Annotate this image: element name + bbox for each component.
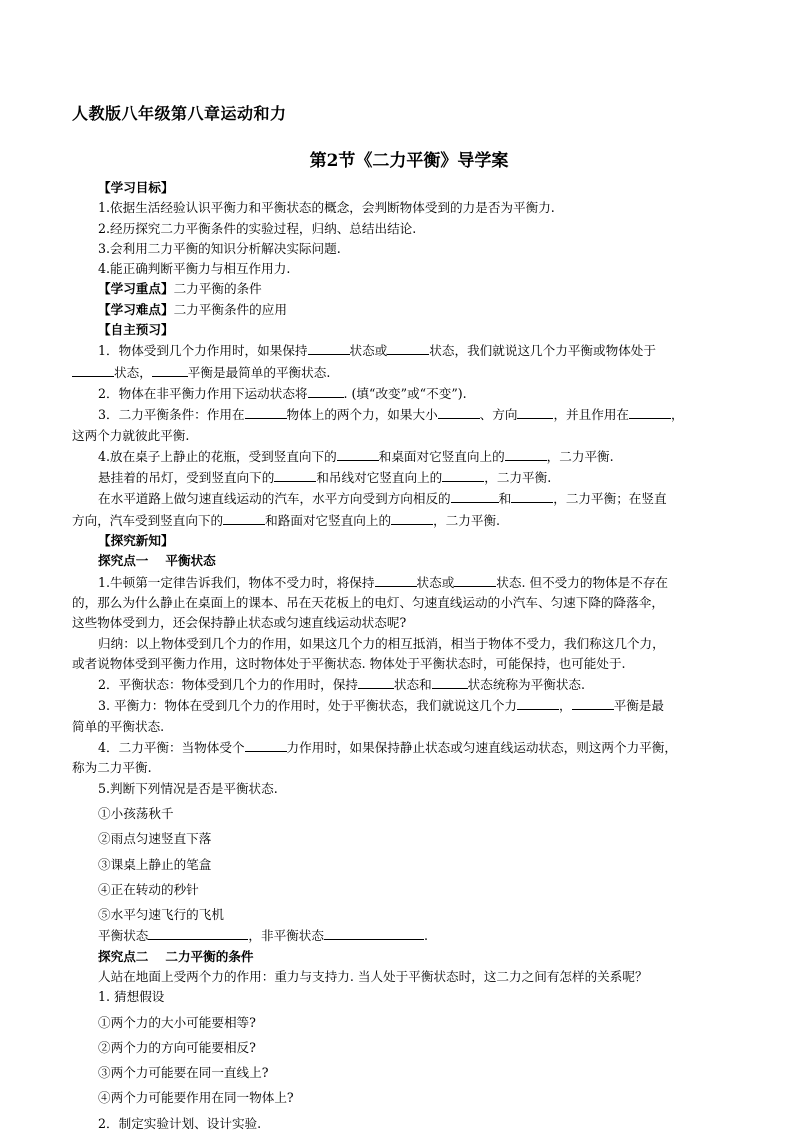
text: 2．物体在非平衡力作用下运动状态将 — [98, 385, 308, 401]
answer-blank[interactable] — [511, 488, 553, 503]
text: 1.牛顿第一定律告诉我们，物体不受力时，将保持 — [98, 574, 375, 590]
case-item: ②雨点匀速竖直下落 — [98, 831, 212, 847]
objectives-heading: 【学习目标】 — [98, 180, 174, 195]
text: 4．二力平衡：当物体受个 — [98, 740, 245, 756]
text: 状态和 — [393, 677, 432, 693]
text: 3. 平衡力：物体在受到几个力的作用时，处于平衡状态，我们就说这几个力 — [98, 698, 518, 714]
section-title: 第2节《二力平衡》导学案 — [309, 151, 509, 171]
answer-blank[interactable] — [245, 737, 287, 752]
difficulty-line — [72, 300, 732, 320]
guess-item: ③两个力可能要在同一直线上? — [98, 1065, 269, 1081]
answer-blank[interactable] — [387, 340, 429, 355]
point1-p3-cont: 简单的平衡状态. — [72, 718, 165, 734]
point1-p1-cont: 的，那么为什么静止在桌面上的课本、吊在天花板上的电灯、匀速直线运动的小汽车、匀速下降的降落伞， — [72, 594, 664, 610]
text: 方向，汽车受到竖直向下的 — [72, 512, 224, 528]
focus-text: 二力平衡的条件 — [173, 281, 262, 297]
answer-blank[interactable] — [629, 404, 671, 419]
objective-item: 2.经历探究二力平衡条件的实验过程，归纳、总结出结论. — [98, 220, 417, 236]
objective-item: 3.会利用二力平衡的知识分析解决实际问题. — [98, 240, 341, 256]
text: 平衡状态 — [98, 928, 149, 944]
text: 力作用时，如果保持静止状态或匀速直线运动状态，则这两个力平衡， — [286, 740, 677, 756]
text: 2．平衡状态：物体受到几个力的作用时，保持 — [98, 677, 358, 693]
answer-blank[interactable] — [324, 925, 424, 940]
preview-q4 — [72, 446, 732, 467]
text: 状态或 — [416, 574, 455, 590]
point1-summary-cont: 或者说物体受到平衡力作用，这时物体处于平衡状态. 物体处于平衡状态时，可能保持，也可能处于. — [72, 655, 626, 671]
point1-p2 — [72, 674, 732, 695]
answer-blank[interactable] — [432, 674, 468, 689]
answer-blank[interactable] — [451, 488, 499, 503]
answer-blank[interactable] — [308, 383, 344, 398]
text: 状态，我们就说这几个力平衡或物体处于 — [429, 343, 656, 359]
answer-blank[interactable] — [375, 572, 417, 587]
point1-p4 — [72, 737, 732, 758]
case-item: ③课桌上静止的笔盒 — [98, 856, 212, 872]
preview-q1-cont — [72, 362, 732, 383]
preview-q5 — [72, 467, 732, 488]
answer-blank[interactable] — [245, 404, 287, 419]
text: 状态， — [114, 364, 152, 380]
point2-step: 2．制定实验计划、设计实验. — [98, 1115, 262, 1131]
answer-blank[interactable] — [517, 695, 559, 710]
answer-blank[interactable] — [391, 510, 433, 525]
preview-q3 — [72, 404, 732, 425]
text: 和吊线对它竖直向上的 — [316, 470, 443, 486]
text: ，二力平衡. — [433, 512, 501, 528]
answer-blank[interactable] — [72, 362, 114, 377]
text: 悬挂着的吊灯，受到竖直向下的 — [98, 470, 275, 486]
text: 在水平道路上做匀速直线运动的汽车，水平方向受到方向相反的 — [98, 491, 451, 507]
focus-heading: 【学习重点】 — [98, 281, 174, 297]
case-item: ④正在转动的秒针 — [98, 881, 199, 897]
text: 4.放在桌子上静止的花瓶，受到竖直向下的 — [98, 448, 337, 464]
text: ， — [671, 407, 684, 423]
point1-p4-cont: 称为二力平衡. — [72, 760, 152, 776]
text: 状态统称为平衡状态. — [467, 677, 586, 693]
answer-blank[interactable] — [572, 695, 614, 710]
answer-blank[interactable] — [152, 362, 188, 377]
answer-blank[interactable] — [358, 674, 394, 689]
answer-blank[interactable] — [505, 446, 547, 461]
point1-answer — [72, 925, 732, 946]
difficulty-text: 二力平衡条件的应用 — [173, 301, 287, 317]
text: ，二力平衡. — [546, 448, 614, 464]
text: ，二力平衡；在竖直 — [553, 491, 667, 507]
point2-step: 1. 猜想假设 — [98, 989, 165, 1005]
text: ，非平衡状态 — [248, 928, 324, 944]
text: 和 — [498, 491, 512, 507]
text: 和桌面对它竖直向上的 — [378, 448, 505, 464]
text: 状态. 但不受力的物体是不存在 — [496, 574, 669, 590]
text: ， — [559, 698, 572, 714]
document-body — [72, 178, 732, 1134]
guess-item: ②两个力的方向可能要相反? — [98, 1039, 256, 1055]
point1-p5: 5.判断下列情况是否是平衡状态. — [98, 780, 278, 796]
answer-blank[interactable] — [442, 467, 484, 482]
text: ，二力平衡. — [484, 470, 552, 486]
text: . (填“改变”或“不变”). — [343, 385, 467, 401]
preview-q3-cont: 这两个力就彼此平衡. — [72, 427, 190, 443]
preview-heading: 【自主预习】 — [98, 322, 174, 338]
case-item: ⑤水平匀速飞行的飞机 — [98, 907, 224, 923]
difficulty-heading: 【学习难点】 — [98, 301, 174, 317]
text: 状态或 — [349, 343, 388, 359]
text: . — [423, 928, 428, 944]
answer-blank[interactable] — [148, 925, 248, 940]
case-item: ①小孩荡秋千 — [98, 805, 174, 821]
point2-title: 探究点二 二力平衡的条件 — [98, 948, 254, 964]
answer-blank[interactable] — [308, 340, 350, 355]
text: 、方向 — [479, 407, 518, 423]
preview-q2 — [72, 383, 732, 404]
guess-item: ①两个力的大小可能要相等? — [98, 1014, 256, 1030]
answer-blank[interactable] — [438, 404, 480, 419]
text: 3．二力平衡条件：作用在 — [98, 407, 245, 423]
point2-intro: 人站在地面上受两个力的作用：重力与支持力. 当人处于平衡状态时，这二力之间有怎样的关系呢？ — [98, 968, 648, 984]
guess-item: ④两个力可能要作用在同一物体上? — [98, 1090, 294, 1106]
text: 平衡是最 — [613, 698, 664, 714]
explore-heading: 【探究新知】 — [98, 533, 174, 549]
text: ，并且作用在 — [553, 407, 630, 423]
answer-blank[interactable] — [454, 572, 496, 587]
answer-blank[interactable] — [274, 467, 316, 482]
text: 物体上的两个力，如果大小 — [286, 407, 438, 423]
document-title: 人教版八年级第八章运动和力 — [72, 104, 287, 123]
preview-q6-cont — [72, 510, 732, 531]
point1-p3 — [72, 695, 732, 716]
text: 平衡是最简单的平衡状态. — [187, 364, 331, 380]
preview-q1 — [72, 340, 732, 361]
answer-blank[interactable] — [517, 404, 553, 419]
focus-line — [72, 279, 732, 299]
answer-blank[interactable] — [337, 446, 379, 461]
answer-blank[interactable] — [223, 510, 265, 525]
point1-p1 — [72, 572, 732, 593]
text: 1．物体受到几个力作用时，如果保持 — [98, 343, 308, 359]
preview-q6 — [72, 488, 732, 509]
objective-item: 4.能正确判断平衡力与相互作用力. — [98, 261, 291, 277]
point1-title: 探究点一 平衡状态 — [98, 553, 216, 569]
point1-summary: 归纳：以上物体受到几个力的作用，如果这几个力的相互抵消，相当于物体不受力，我们称这几个力， — [98, 635, 665, 651]
point1-p1-cont2: 这些物体受到力，还会保持静止状态或匀速直线运动状态呢? — [72, 615, 407, 631]
text: 和路面对它竖直向上的 — [265, 512, 392, 528]
objective-item: 1.依据生活经验认识平衡力和平衡状态的概念，会判断物体受到的力是否为平衡力. — [98, 200, 555, 216]
